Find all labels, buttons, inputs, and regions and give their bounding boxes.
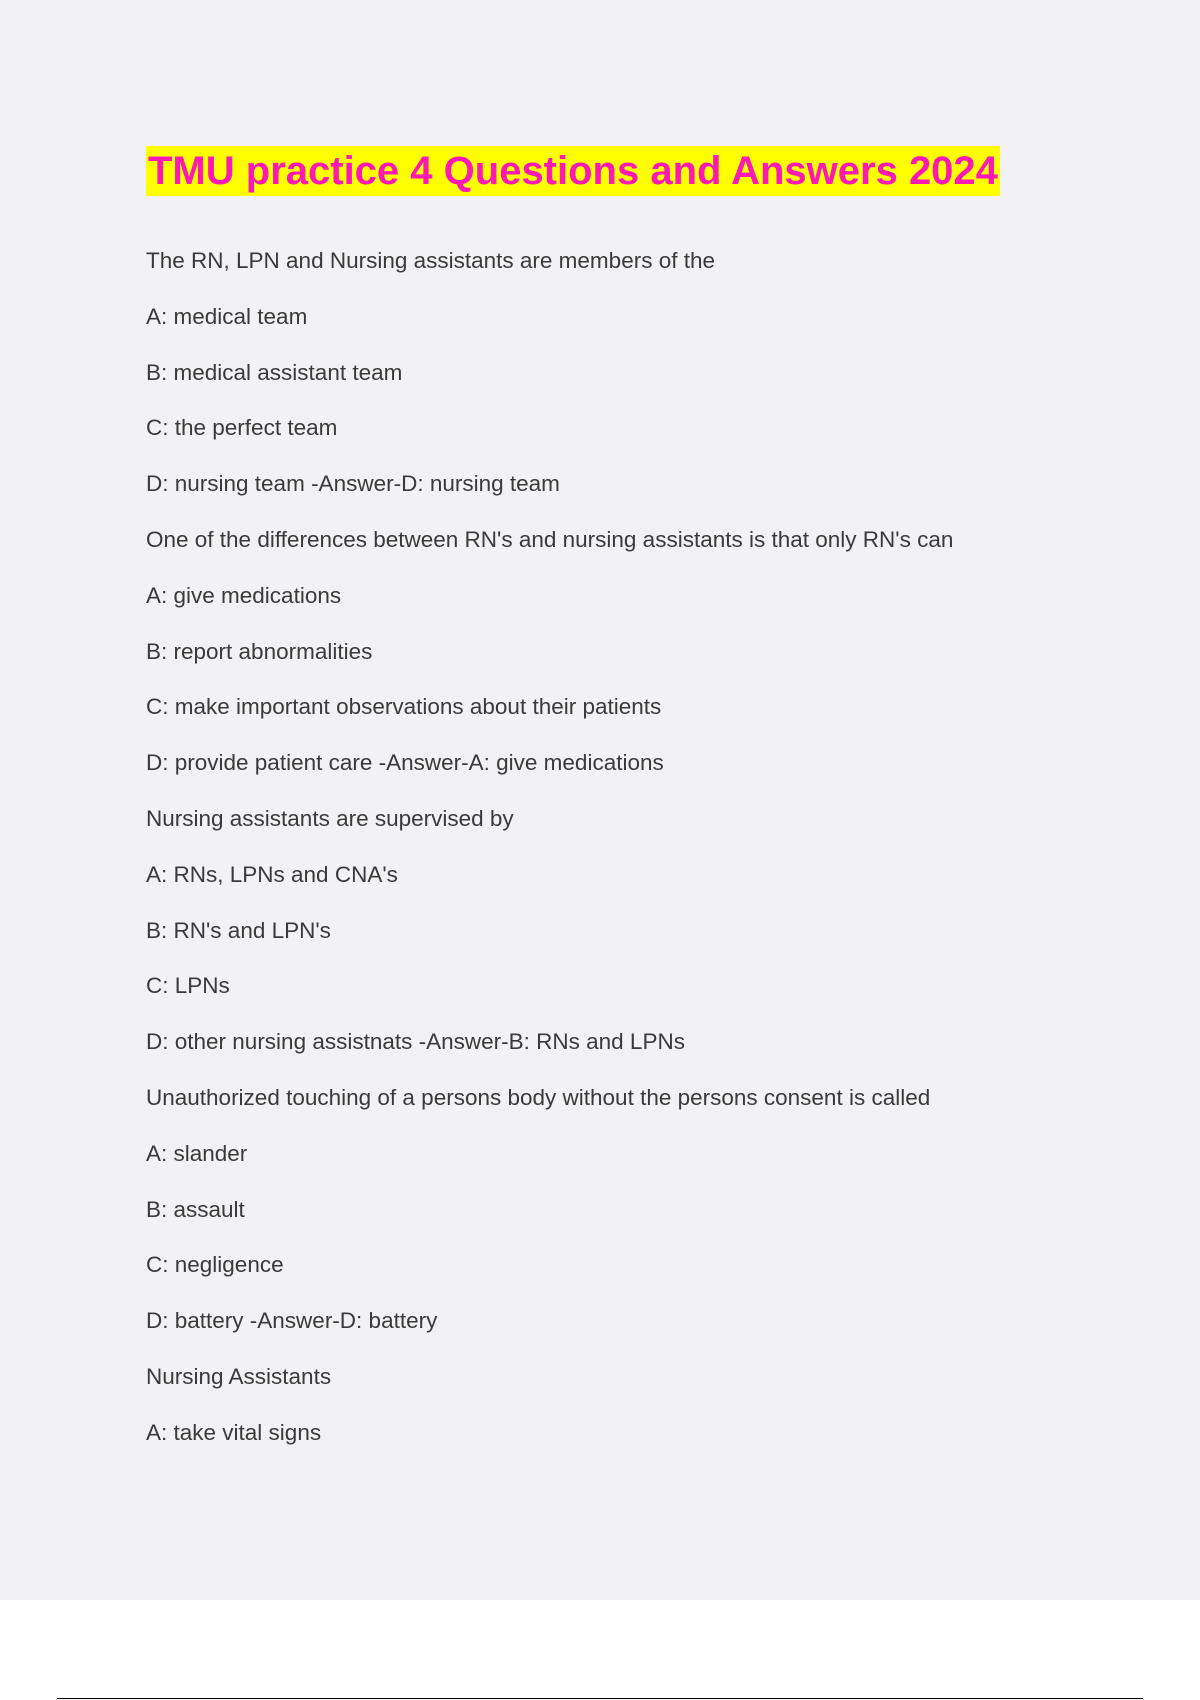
answer-option-line: B: assault [146, 1196, 245, 1222]
answer-option-line: A: RNs, LPNs and CNA's [146, 861, 398, 887]
title-container [146, 146, 1000, 196]
answer-option-line: D: other nursing assistnats -Answer-B: RNs and LPNs [146, 1029, 685, 1055]
answer-option-line: D: provide patient care -Answer-A: give medications [146, 750, 664, 776]
document-title: TMU practice 4 Questions and Answers 2024 [146, 146, 1000, 196]
answer-option-line: C: make important observations about their patients [146, 694, 662, 720]
answer-option-line: C: the perfect team [146, 415, 338, 441]
answer-option-line: A: slander [146, 1140, 248, 1166]
answer-option-line: B: report abnormalities [146, 638, 373, 664]
answer-option-line: D: nursing team -Answer-D: nursing team [146, 471, 560, 497]
footer-divider [57, 1698, 1143, 1699]
question-line: Unauthorized touching of a persons body without the persons consent is called [146, 1084, 931, 1110]
answer-option-line: A: give medications [146, 582, 342, 608]
answer-option-line: A: medical team [146, 303, 308, 329]
answer-option-line: B: medical assistant team [146, 359, 403, 385]
answer-option-line: D: battery -Answer-D: battery [146, 1308, 438, 1334]
answer-option-line: C: LPNs [146, 973, 230, 999]
answer-option-line: C: negligence [146, 1252, 284, 1278]
question-line: Nursing Assistants [146, 1363, 332, 1389]
question-line: Nursing assistants are supervised by [146, 805, 514, 831]
answer-option-line: B: RN's and LPN's [146, 917, 331, 943]
answer-option-line: A: take vital signs [146, 1419, 322, 1445]
question-line: One of the differences between RN's and nursing assistants is that only RN's can [146, 526, 954, 552]
question-line: The RN, LPN and Nursing assistants are members of the [146, 248, 715, 273]
question-list [146, 244, 1146, 1472]
